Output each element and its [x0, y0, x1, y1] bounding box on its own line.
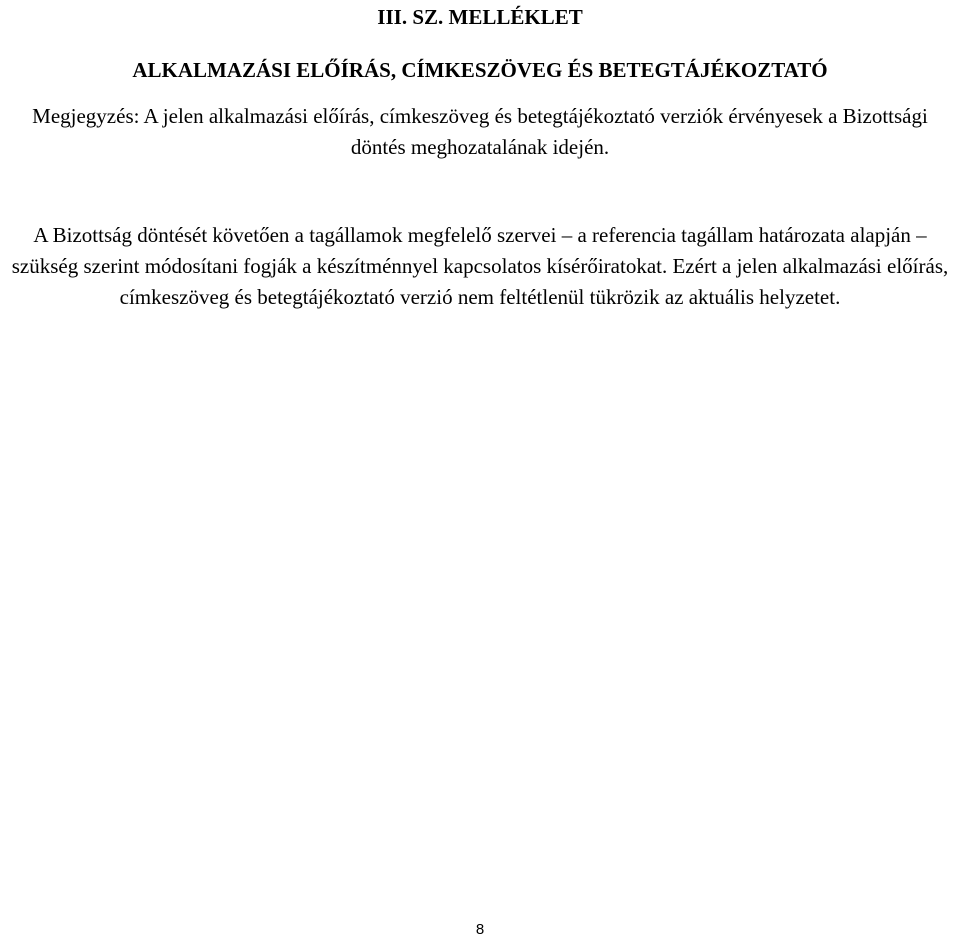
document-title: ALKALMAZÁSI ELŐÍRÁS, CÍMKESZÖVEG ÉS BETEGTÁJÉKOZTATÓ: [132, 58, 828, 82]
page-number: 8: [475, 921, 485, 938]
body-paragraph: A Bizottság döntését követően a tagállamok megfelelő szervei – a referencia tagállam határozata alapján – szükség szerint módosítani fogják a készítménnyel kapcsolatos kísérőiratokat. Ezért a jelen alkalmazási előírás, címkeszöveg és betegtájékoztató verzió nem feltétlenül tükrözik az aktuális helyzetet.: [11, 223, 949, 309]
annex-title: III. SZ. MELLÉKLET: [377, 5, 583, 29]
note-paragraph: Megjegyzés: A jelen alkalmazási előírás, címkeszöveg és betegtájékoztató verziók érvényesek a Bizottsági döntés meghozatalának idején.: [32, 104, 928, 159]
